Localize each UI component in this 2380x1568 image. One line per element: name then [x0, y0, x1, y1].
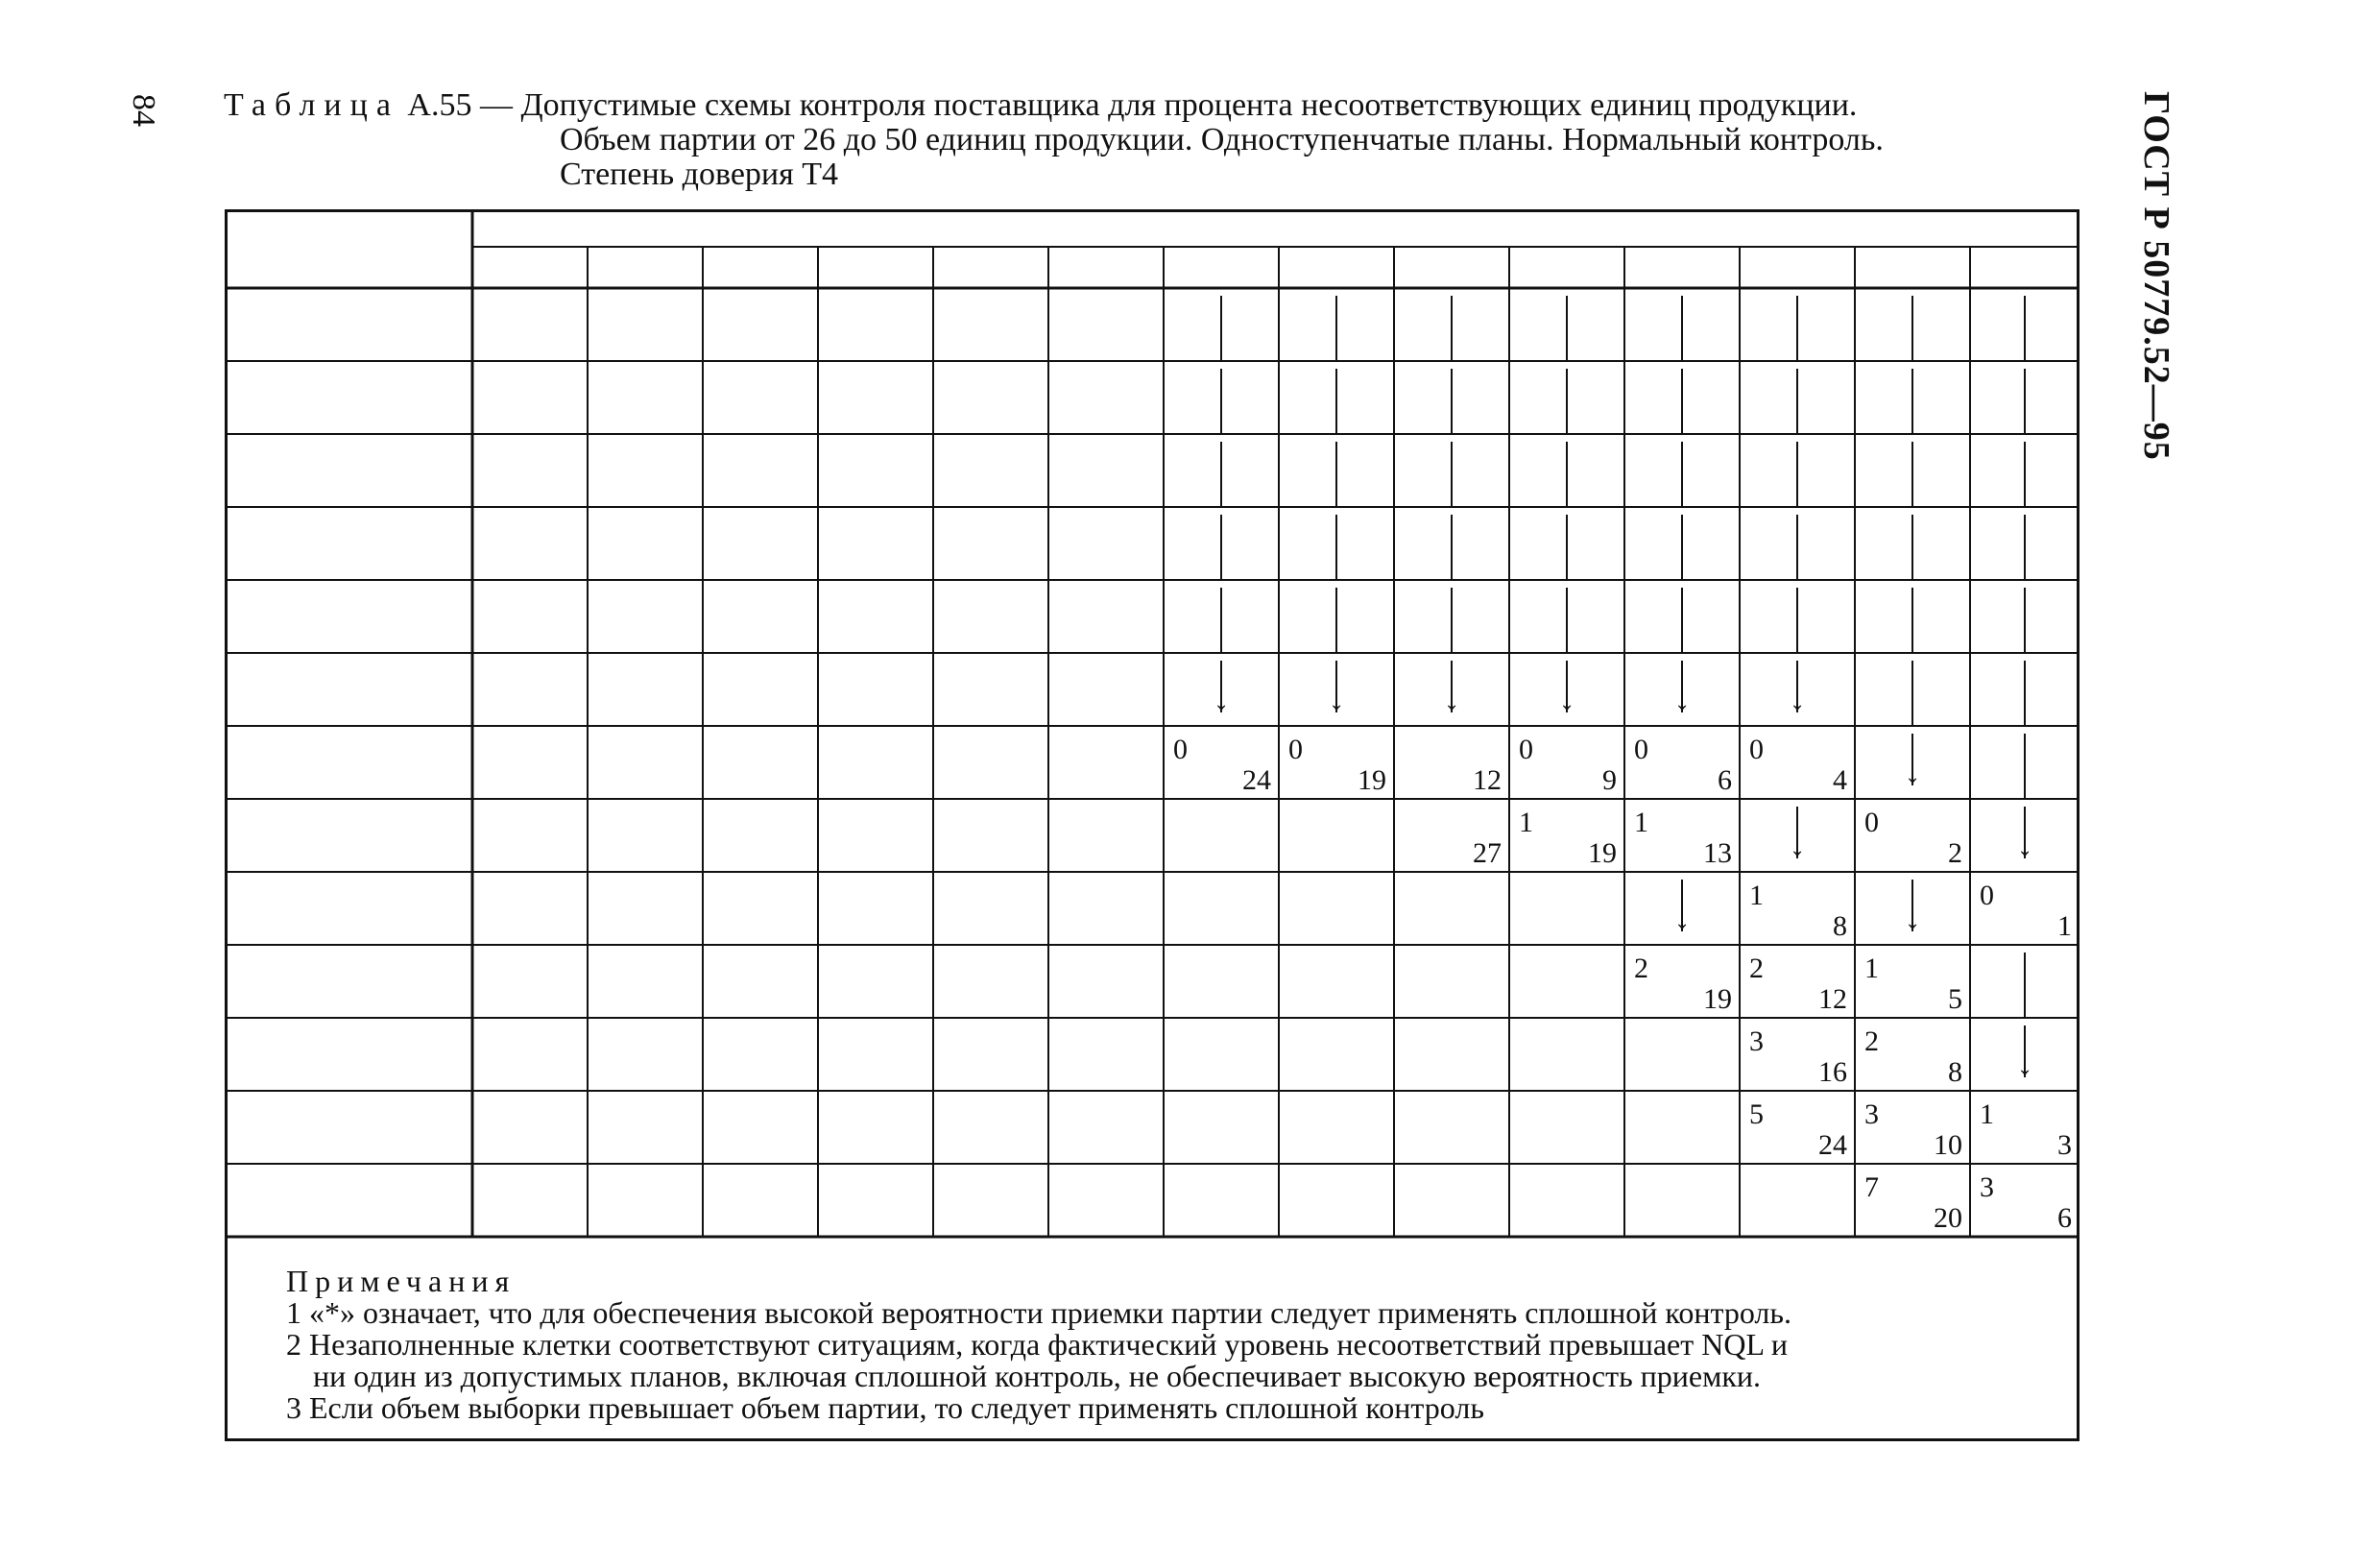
sample-size: 20: [1934, 1202, 1962, 1234]
arrow-down-icon: ↓: [1443, 682, 1460, 717]
note-2a: 2 Незаполненные клетки соответствуют ситуациям, когда фактический уровень несоответствий превышает NQL и: [286, 1327, 1788, 1362]
title-line2: Объем партии от 26 до 50 единиц продукции. Одноступенчатые планы. Нормальный контроль.: [560, 122, 1884, 157]
title-line3: Степень доверия Т4: [560, 157, 839, 192]
acceptance-number: 1: [1634, 807, 1648, 838]
sample-size: 1: [2057, 910, 2072, 942]
acceptance-number: 2: [1634, 953, 1648, 984]
standard-number: ГОСТ Р 50779.52—95: [2136, 91, 2176, 461]
acceptance-number: 3: [1980, 1171, 1994, 1203]
sample-size: 13: [1703, 837, 1732, 869]
sample-size: 5: [1948, 983, 1962, 1015]
sample-size: 6: [1718, 764, 1732, 796]
sample-size: 8: [1833, 910, 1847, 942]
arrow-down-icon: ↓: [1213, 682, 1230, 717]
arrow-down-icon: ↓: [1673, 682, 1691, 717]
acceptance-number: 0: [1519, 734, 1533, 765]
acceptance-number: 3: [1749, 1025, 1764, 1057]
note-2b: ни один из допустимых планов, включая сплошной контроль, не обеспечивает высокую вероятность приемки.: [313, 1359, 1762, 1393]
sample-size: 3: [2057, 1129, 2072, 1161]
note-1: 1 «*» означает, что для обеспечения высокой вероятности приемки партии следует применять сплошной контроль.: [286, 1295, 1791, 1330]
acceptance-number: 1: [1864, 953, 1879, 984]
acceptance-number: 0: [1288, 734, 1303, 765]
acceptance-number: 2: [1864, 1025, 1879, 1057]
sample-size: 10: [1934, 1129, 1962, 1161]
note-3: 3 Если объем выборки превышает объем партии, то следует применять сплошной контроль: [286, 1390, 1484, 1425]
acceptance-number: 2: [1749, 953, 1764, 984]
arrow-down-icon: ↓: [1904, 755, 1921, 790]
sample-size: 6: [2057, 1202, 2072, 1234]
sample-size: 27: [1473, 837, 1502, 869]
arrow-down-icon: ↓: [1558, 682, 1575, 717]
acceptance-number: 0: [1980, 880, 1994, 911]
acceptance-number: 3: [1864, 1098, 1879, 1130]
page-number: 84: [126, 94, 161, 127]
arrow-down-icon: ↓: [2016, 1047, 2033, 1082]
sample-size: 19: [1588, 837, 1617, 869]
acceptance-number: 1: [1749, 880, 1764, 911]
arrow-down-icon: ↓: [1789, 828, 1806, 863]
sample-size: 12: [1473, 764, 1502, 796]
sample-size: 19: [1703, 983, 1732, 1015]
title-number: А.55: [407, 87, 472, 123]
arrow-down-icon: ↓: [1673, 901, 1691, 936]
sample-size: 19: [1358, 764, 1386, 796]
arrow-down-icon: ↓: [1904, 901, 1921, 936]
sample-size: 9: [1602, 764, 1617, 796]
sample-size: 2: [1948, 837, 1962, 869]
notes: [286, 1266, 1791, 1424]
sample-size: 16: [1818, 1056, 1847, 1088]
arrow-down-icon: ↓: [2016, 828, 2033, 863]
title-line1: — Допустимые схемы контроля поставщика для процента несоответствующих единиц продукции.: [479, 87, 1858, 123]
acceptance-number: 1: [1519, 807, 1533, 838]
sample-size: 24: [1242, 764, 1271, 796]
sample-size: 8: [1948, 1056, 1962, 1088]
title-label: Таблица: [224, 87, 399, 123]
sample-size: 4: [1833, 764, 1847, 796]
acceptance-number: 1: [1980, 1098, 1994, 1130]
acceptance-number: 0: [1749, 734, 1764, 765]
arrow-down-icon: ↓: [1789, 682, 1806, 717]
arrow-down-icon: ↓: [1328, 682, 1345, 717]
sample-size: 24: [1818, 1129, 1847, 1161]
acceptance-number: 7: [1864, 1171, 1879, 1203]
acceptance-number: 0: [1634, 734, 1648, 765]
sample-size: 12: [1818, 983, 1847, 1015]
notes-heading: Примечания: [286, 1264, 517, 1298]
acceptance-number: 0: [1173, 734, 1188, 765]
acceptance-number: 5: [1749, 1098, 1764, 1130]
acceptance-number: 0: [1864, 807, 1879, 838]
